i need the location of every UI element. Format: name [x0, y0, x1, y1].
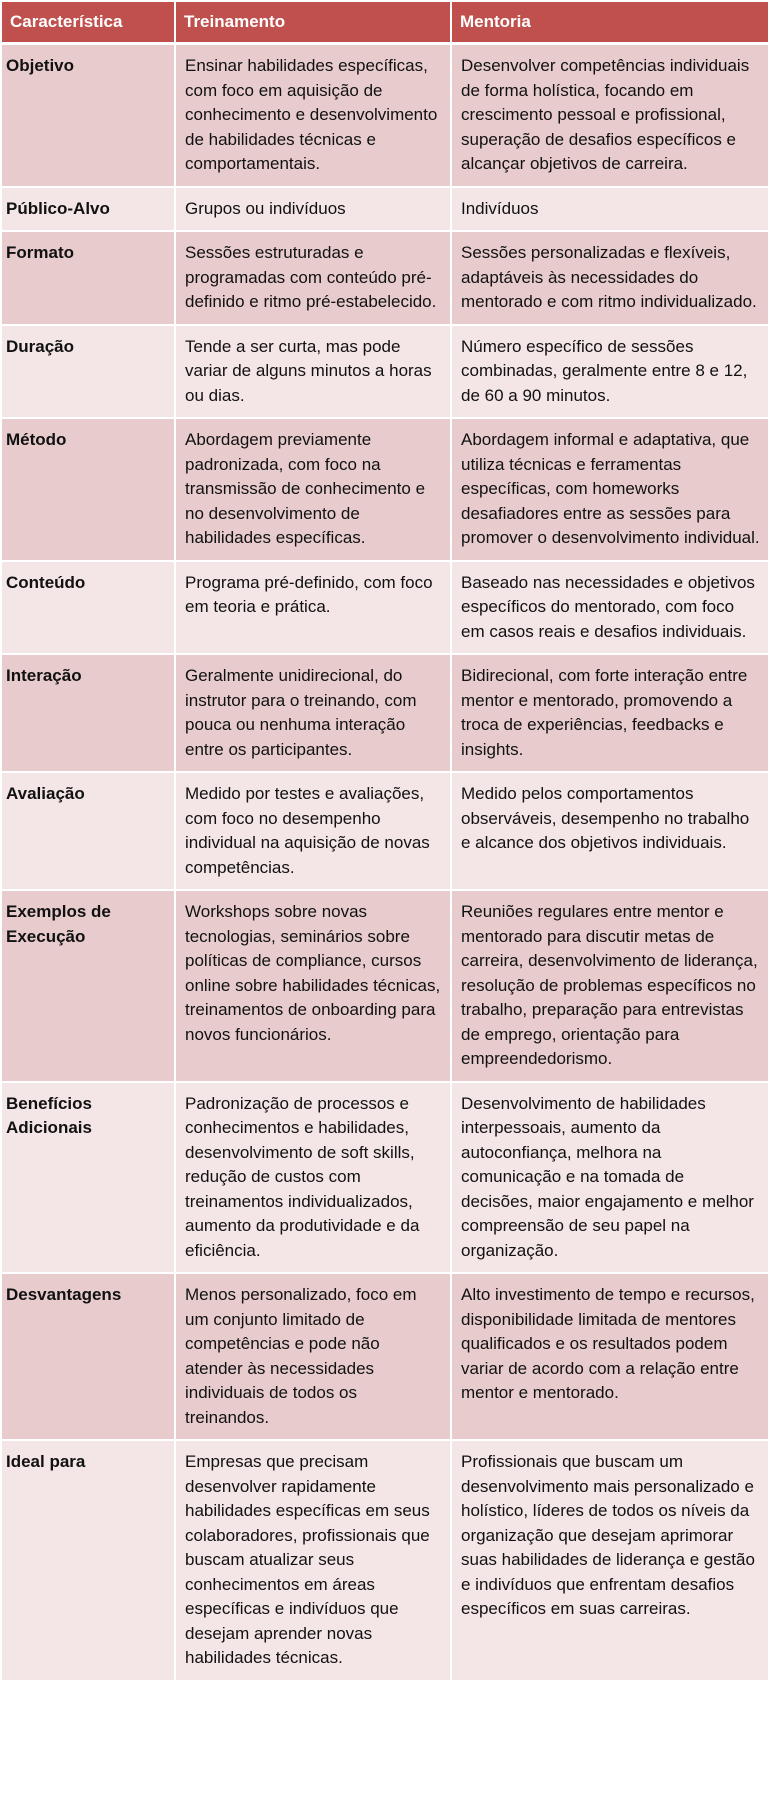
mentoria-cell: Indivíduos	[451, 187, 768, 232]
mentoria-cell: Número específico de sessões combinadas, geralmente entre 8 e 12, de 60 a 90 minutos.	[451, 325, 768, 419]
row-exemplos-de-execucao	[1, 890, 768, 1082]
characteristic-label: Formato	[1, 231, 175, 325]
treinamento-cell: Sessões estruturadas e programadas com conteúdo pré-definido e ritmo pré-estabelecido.	[175, 231, 451, 325]
treinamento-cell: Grupos ou indivíduos	[175, 187, 451, 232]
characteristic-label: Exemplos de Execução	[1, 890, 175, 1082]
row-beneficios-adicionais	[1, 1082, 768, 1274]
mentoria-cell: Alto investimento de tempo e recursos, disponibilidade limitada de mentores qualificados e os resultados podem variar de acordo com a relação entre mentor e mentorado.	[451, 1273, 768, 1440]
characteristic-label: Ideal para	[1, 1440, 175, 1681]
mentoria-cell: Desenvolver competências individuais de forma holística, focando em crescimento pessoal e profissional, superação de desafios específicos e alcançar objetivos de carreira.	[451, 44, 768, 187]
header-row	[1, 1, 768, 44]
header-mentoria: Mentoria	[451, 1, 768, 44]
treinamento-cell: Empresas que precisam desenvolver rapidamente habilidades específicas em seus colaboradores, profissionais que buscam atualizar seus conhecimentos em áreas específicas e indivíduos que desejam aprender novas habilidades técnicas.	[175, 1440, 451, 1681]
treinamento-cell: Workshops sobre novas tecnologias, seminários sobre políticas de compliance, cursos online sobre habilidades técnicas, treinamentos de onboarding para novos funcionários.	[175, 890, 451, 1082]
characteristic-label: Conteúdo	[1, 561, 175, 655]
characteristic-label: Avaliação	[1, 772, 175, 890]
row-objetivo	[1, 44, 768, 187]
row-avaliacao	[1, 772, 768, 890]
treinamento-cell: Padronização de processos e conhecimentos e habilidades, desenvolvimento de soft skills, redução de custos com treinamentos individualizados, aumento da produtividade e da eficiência.	[175, 1082, 451, 1274]
characteristic-label: Interação	[1, 654, 175, 772]
treinamento-cell: Menos personalizado, foco em um conjunto limitado de competências e pode não atender às necessidades individuais de todos os treinandos.	[175, 1273, 451, 1440]
mentoria-cell: Baseado nas necessidades e objetivos específicos do mentorado, com foco em casos reais e desafios individuais.	[451, 561, 768, 655]
treinamento-cell: Medido por testes e avaliações, com foco no desempenho individual na aquisição de novas competências.	[175, 772, 451, 890]
treinamento-cell: Programa pré-definido, com foco em teoria e prática.	[175, 561, 451, 655]
treinamento-cell: Tende a ser curta, mas pode variar de alguns minutos a horas ou dias.	[175, 325, 451, 419]
row-publico-alvo	[1, 187, 768, 232]
header-caracteristica: Característica	[1, 1, 175, 44]
mentoria-cell: Abordagem informal e adaptativa, que utiliza técnicas e ferramentas específicas, com homeworks desafiadores entre as sessões para promover o desenvolvimento individual.	[451, 418, 768, 561]
characteristic-label: Objetivo	[1, 44, 175, 187]
mentoria-cell: Bidirecional, com forte interação entre mentor e mentorado, promovendo a troca de experiências, feedbacks e insights.	[451, 654, 768, 772]
mentoria-cell: Medido pelos comportamentos observáveis, desempenho no trabalho e alcance dos objetivos individuais.	[451, 772, 768, 890]
row-ideal-para	[1, 1440, 768, 1681]
mentoria-cell: Sessões personalizadas e flexíveis, adaptáveis às necessidades do mentorado e com ritmo individualizado.	[451, 231, 768, 325]
characteristic-label: Método	[1, 418, 175, 561]
characteristic-label: Desvantagens	[1, 1273, 175, 1440]
characteristic-label: Duração	[1, 325, 175, 419]
characteristic-label: Público-Alvo	[1, 187, 175, 232]
row-formato	[1, 231, 768, 325]
header-treinamento: Treinamento	[175, 1, 451, 44]
treinamento-cell: Ensinar habilidades específicas, com foco em aquisição de conhecimento e desenvolvimento de habilidades técnicas e comportamentais.	[175, 44, 451, 187]
row-metodo	[1, 418, 768, 561]
row-interacao	[1, 654, 768, 772]
mentoria-cell: Profissionais que buscam um desenvolvimento mais personalizado e holístico, líderes de todos os níveis da organização que desejam aprimorar suas habilidades de liderança e gestão e indivíduos que enfrentam desafios específicos em suas carreiras.	[451, 1440, 768, 1681]
treinamento-cell: Geralmente unidirecional, do instrutor para o treinando, com pouca ou nenhuma interação entre os participantes.	[175, 654, 451, 772]
characteristic-label: Benefícios Adicionais	[1, 1082, 175, 1274]
row-desvantagens	[1, 1273, 768, 1440]
treinamento-cell: Abordagem previamente padronizada, com foco na transmissão de conhecimento e no desenvolvimento de habilidades específicas.	[175, 418, 451, 561]
row-conteudo	[1, 561, 768, 655]
mentoria-cell: Reuniões regulares entre mentor e mentorado para discutir metas de carreira, desenvolvimento de liderança, resolução de problemas específicos no trabalho, preparação para entrevistas de emprego, orientação para empreendedorismo.	[451, 890, 768, 1082]
mentoria-cell: Desenvolvimento de habilidades interpessoais, aumento da autoconfiança, melhora na comunicação e na tomada de decisões, maior engajamento e melhor compreensão de seu papel na organização.	[451, 1082, 768, 1274]
row-duracao	[1, 325, 768, 419]
